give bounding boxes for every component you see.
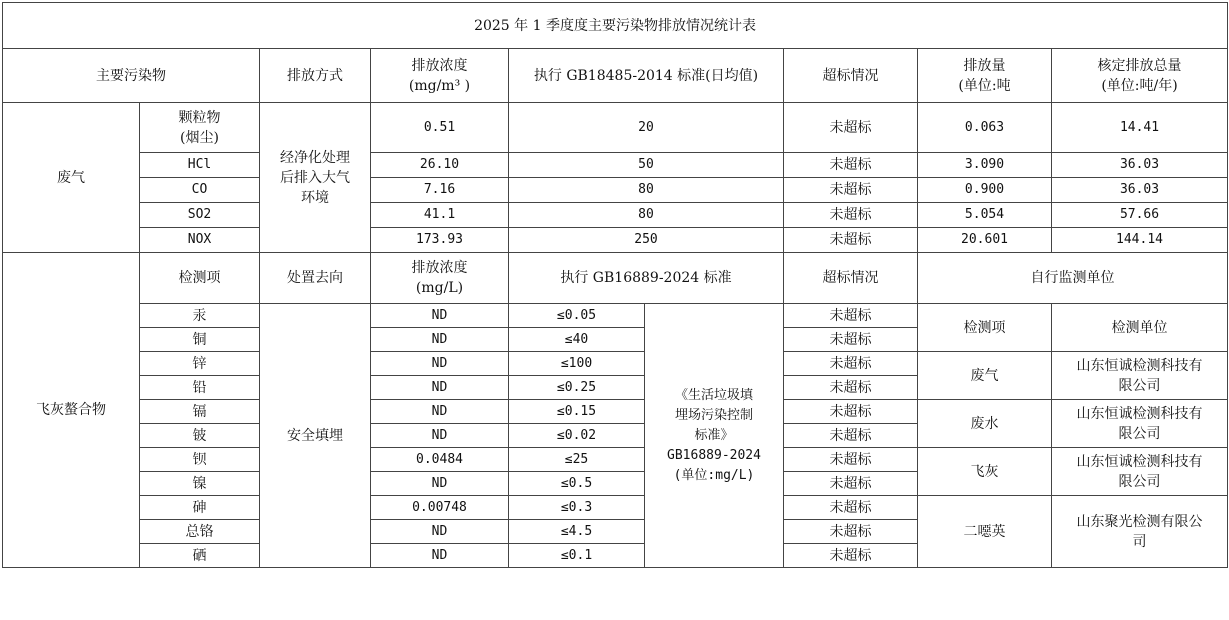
ash-item: 总铬 [140, 520, 260, 544]
gas-total: 57.66 [1052, 203, 1228, 228]
gas-exceed: 未超标 [784, 178, 918, 203]
ash-item: 铅 [140, 376, 260, 400]
ash-limit: ≤0.1 [509, 544, 645, 568]
ash-item: 铍 [140, 424, 260, 448]
gas-exceed: 未超标 [784, 228, 918, 253]
gas-amount: 5.054 [918, 203, 1052, 228]
gas-conc: 173.93 [371, 228, 509, 253]
table-row [3, 400, 1228, 424]
ash-item: 汞 [140, 304, 260, 328]
ash-exceed: 未超标 [784, 544, 918, 568]
header-exceed: 超标情况 [784, 49, 918, 103]
ash-conc: 0.00748 [371, 496, 509, 520]
gas-total: 36.03 [1052, 153, 1228, 178]
gas-amount: 0.900 [918, 178, 1052, 203]
ash-limit: ≤40 [509, 328, 645, 352]
table-row [3, 448, 1228, 472]
monitor-item: 二噁英 [918, 496, 1052, 568]
ash-item: 硒 [140, 544, 260, 568]
gas-amount: 0.063 [918, 103, 1052, 153]
gas-amount: 3.090 [918, 153, 1052, 178]
ash-item: 砷 [140, 496, 260, 520]
table-title: 2025 年 1 季度度主要污染物排放情况统计表 [3, 3, 1228, 49]
gas-std: 80 [509, 203, 784, 228]
table-row [3, 153, 1228, 178]
ash-limit: ≤0.25 [509, 376, 645, 400]
ash-limit: ≤4.5 [509, 520, 645, 544]
ash-limit: ≤25 [509, 448, 645, 472]
category-gas: 废气 [3, 103, 140, 253]
monitor-unit: 山东恒诚检测科技有 限公司 [1052, 352, 1228, 400]
ash-exceed: 未超标 [784, 376, 918, 400]
gas-item: SO2 [140, 203, 260, 228]
ash-conc: ND [371, 544, 509, 568]
gas-item: 颗粒物 (烟尘) [140, 103, 260, 153]
table-row [3, 203, 1228, 228]
ash-header-item: 检测项 [140, 253, 260, 304]
ash-item: 镉 [140, 400, 260, 424]
table-row [3, 228, 1228, 253]
ash-limit: ≤0.02 [509, 424, 645, 448]
table-row [3, 178, 1228, 203]
ash-disposal: 安全填埋 [260, 304, 371, 568]
monitor-unit: 山东恒诚检测科技有 限公司 [1052, 448, 1228, 496]
gas-conc: 41.1 [371, 203, 509, 228]
table-row [3, 352, 1228, 376]
ash-conc: ND [371, 376, 509, 400]
gas-std: 80 [509, 178, 784, 203]
ash-exceed: 未超标 [784, 304, 918, 328]
ash-header-conc: 排放浓度 (mg/L) [371, 253, 509, 304]
monitor-unit: 山东聚光检测有限公 司 [1052, 496, 1228, 568]
emission-table [2, 2, 1228, 568]
gas-conc: 0.51 [371, 103, 509, 153]
table-row [3, 496, 1228, 520]
monitor-col-item: 检测项 [918, 304, 1052, 352]
ash-conc: ND [371, 472, 509, 496]
gas-conc: 7.16 [371, 178, 509, 203]
ash-item: 钡 [140, 448, 260, 472]
ash-conc: ND [371, 352, 509, 376]
ash-exceed: 未超标 [784, 424, 918, 448]
ash-item: 锌 [140, 352, 260, 376]
gas-exceed: 未超标 [784, 153, 918, 178]
header-pollutant: 主要污染物 [3, 49, 260, 103]
ash-exceed: 未超标 [784, 448, 918, 472]
table-row [3, 304, 1228, 328]
ash-limit: ≤0.05 [509, 304, 645, 328]
gas-exceed: 未超标 [784, 203, 918, 228]
ash-header-exceed: 超标情况 [784, 253, 918, 304]
ash-limit: ≤100 [509, 352, 645, 376]
ash-exceed: 未超标 [784, 328, 918, 352]
ash-conc: ND [371, 328, 509, 352]
ash-conc: ND [371, 304, 509, 328]
ash-header-standard: 执行 GB16889-2024 标准 [509, 253, 784, 304]
monitor-item: 废气 [918, 352, 1052, 400]
category-ash: 飞灰螯合物 [3, 253, 140, 568]
table-row [3, 103, 1228, 153]
header-standard: 执行 GB18485-2014 标准(日均值) [509, 49, 784, 103]
gas-total: 36.03 [1052, 178, 1228, 203]
ash-conc: ND [371, 400, 509, 424]
gas-amount: 20.601 [918, 228, 1052, 253]
ash-header-disposal: 处置去向 [260, 253, 371, 304]
monitor-unit: 山东恒诚检测科技有 限公司 [1052, 400, 1228, 448]
header-amount: 排放量 (单位:吨 [918, 49, 1052, 103]
ash-conc: 0.0484 [371, 448, 509, 472]
monitor-item: 飞灰 [918, 448, 1052, 496]
ash-conc: ND [371, 424, 509, 448]
ash-item: 镍 [140, 472, 260, 496]
ash-limit: ≤0.3 [509, 496, 645, 520]
ash-exceed: 未超标 [784, 400, 918, 424]
gas-std: 50 [509, 153, 784, 178]
gas-total: 14.41 [1052, 103, 1228, 153]
gas-std: 20 [509, 103, 784, 153]
ash-limit: ≤0.15 [509, 400, 645, 424]
gas-item: NOX [140, 228, 260, 253]
ash-exceed: 未超标 [784, 472, 918, 496]
ash-item: 铜 [140, 328, 260, 352]
header-total: 核定排放总量 (单位:吨/年) [1052, 49, 1228, 103]
ash-conc: ND [371, 520, 509, 544]
gas-method: 经净化处理 后排入大气 环境 [260, 103, 371, 253]
gas-item: CO [140, 178, 260, 203]
ash-exceed: 未超标 [784, 352, 918, 376]
header-concentration: 排放浓度 (mg/m³ ) [371, 49, 509, 103]
gas-item: HCl [140, 153, 260, 178]
gas-conc: 26.10 [371, 153, 509, 178]
monitor-col-unit: 检测单位 [1052, 304, 1228, 352]
gas-std: 250 [509, 228, 784, 253]
gas-total: 144.14 [1052, 228, 1228, 253]
ash-exceed: 未超标 [784, 496, 918, 520]
monitor-item: 废水 [918, 400, 1052, 448]
ash-exceed: 未超标 [784, 520, 918, 544]
ash-header-monitor: 自行监测单位 [918, 253, 1228, 304]
ash-standard-note: 《生活垃圾填 埋场污染控制 标准》 GB16889-2024 (单位:mg/L) [645, 304, 784, 568]
gas-exceed: 未超标 [784, 103, 918, 153]
header-method: 排放方式 [260, 49, 371, 103]
ash-limit: ≤0.5 [509, 472, 645, 496]
